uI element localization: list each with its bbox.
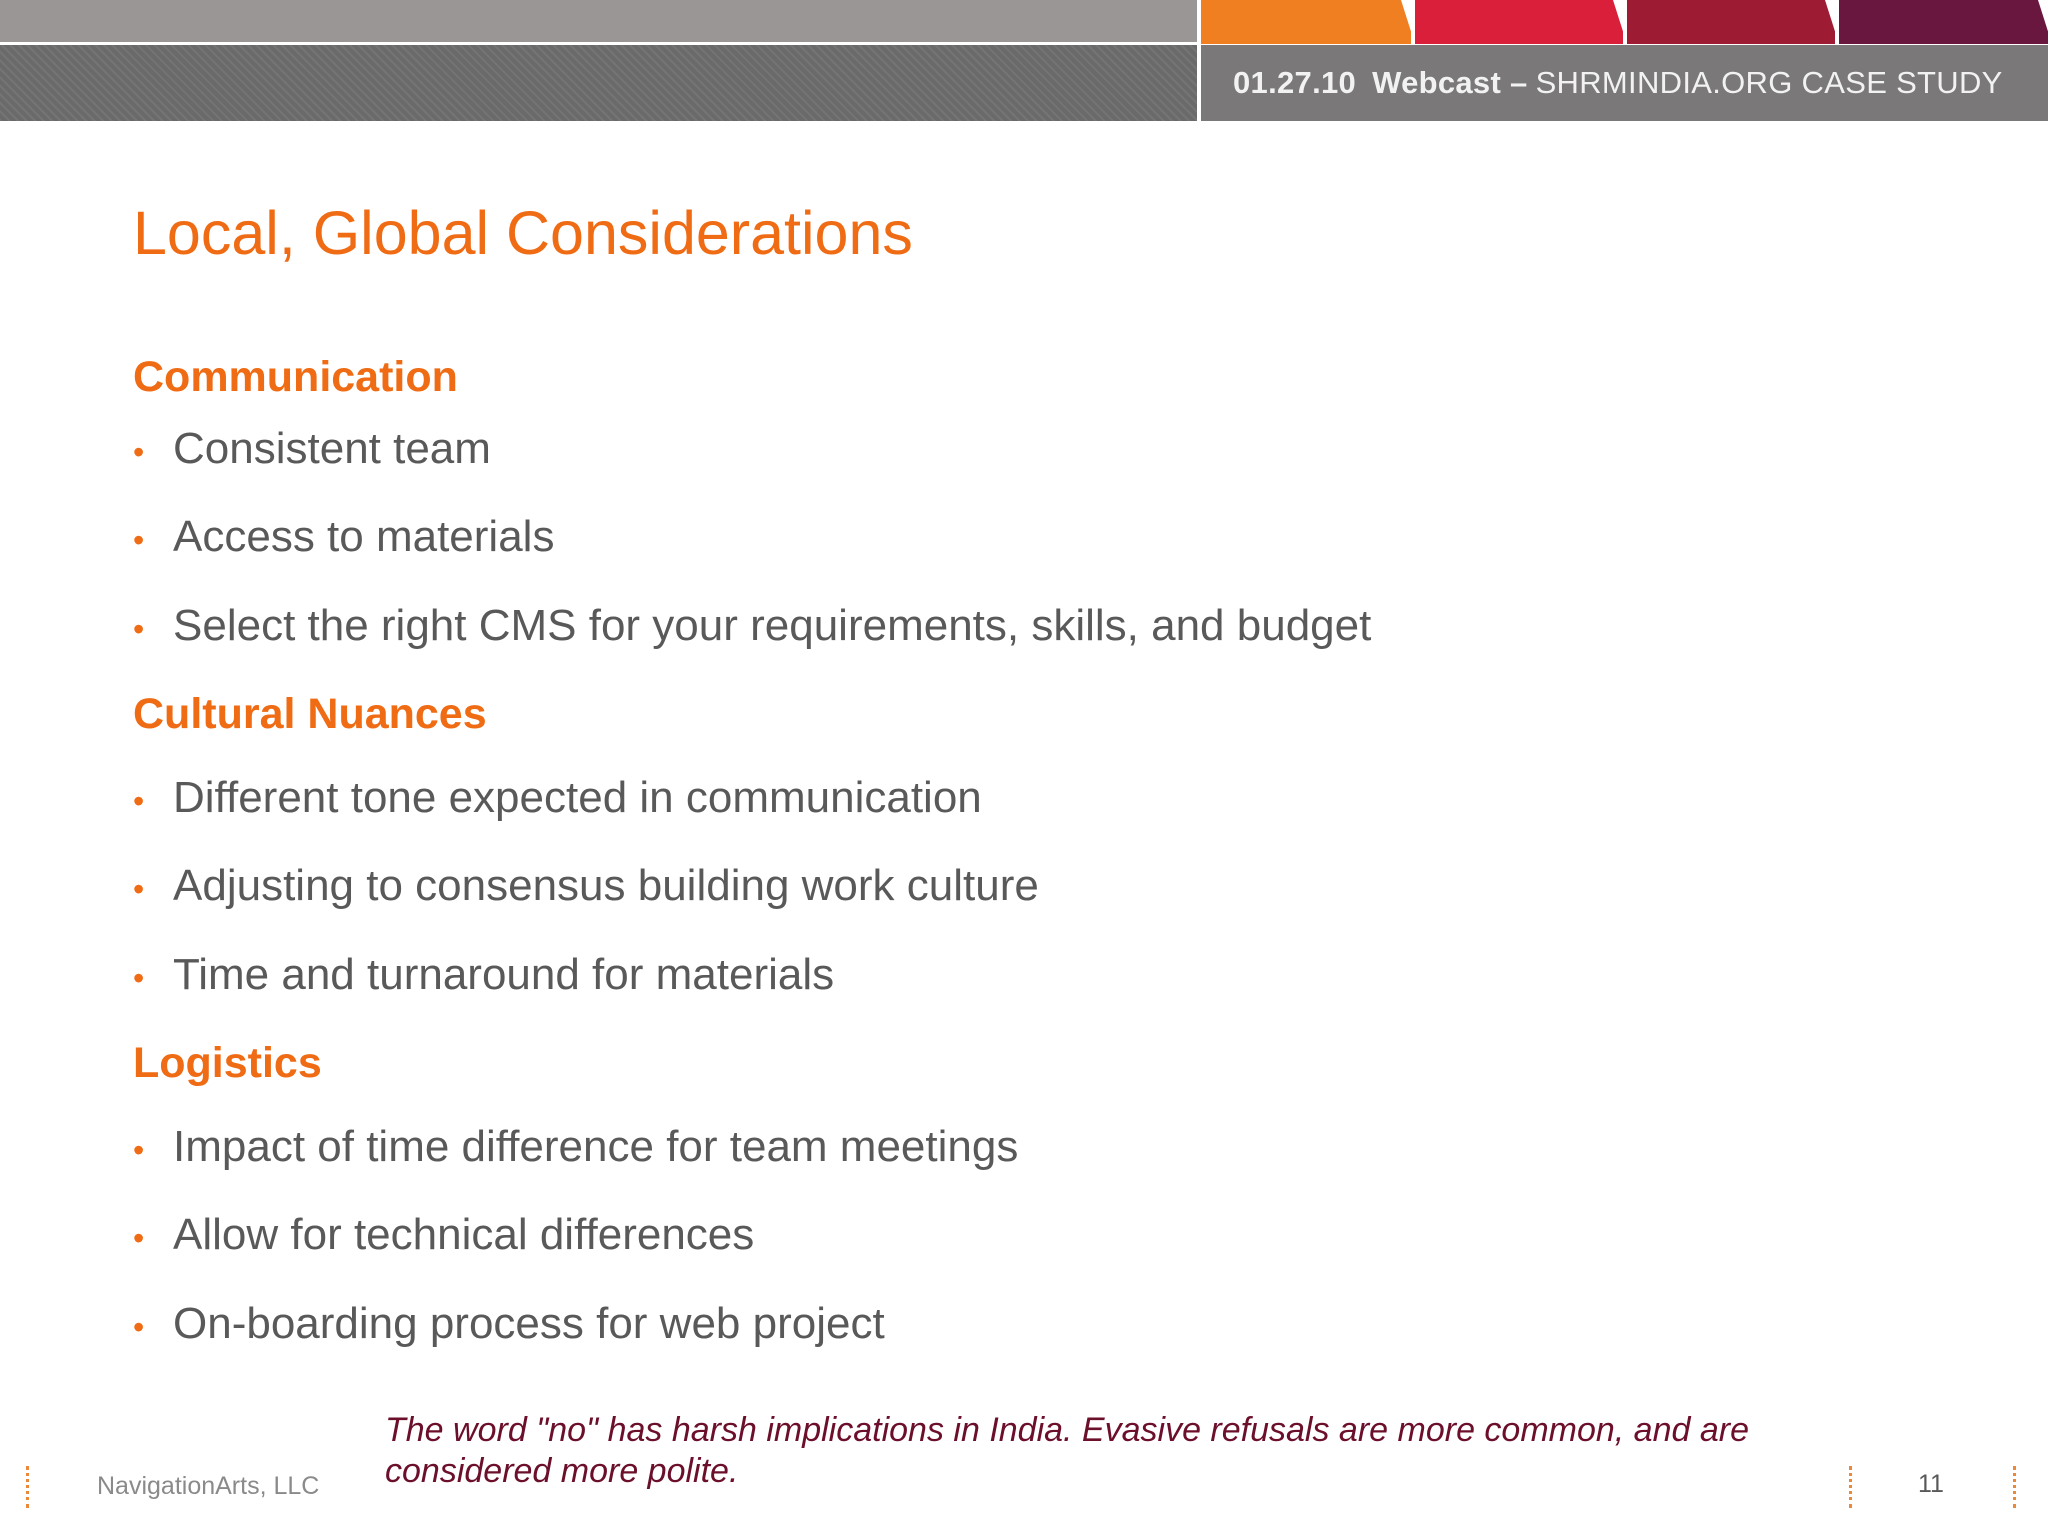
bullet-icon: • [133, 1132, 145, 1168]
bullet-text: Impact of time difference for team meetings [173, 1122, 1019, 1171]
bullet-item [133, 1122, 1018, 1172]
bullet-text: Time and turnaround for materials [173, 950, 835, 999]
bullet-item [133, 424, 491, 474]
bullet-item [133, 773, 982, 823]
bullet-item [133, 512, 554, 562]
bullet-item [133, 950, 834, 1000]
bullet-item [133, 601, 1371, 651]
bullet-text: Select the right CMS for your requirements, skills, and budget [173, 601, 1372, 650]
header-title-box [1201, 45, 2048, 121]
header-date: 01.27.10 [1233, 65, 1357, 100]
header-kind: Webcast – [1372, 65, 1528, 100]
bullet-icon: • [133, 960, 145, 996]
header-color-tab-plum [1839, 0, 2048, 44]
bullet-icon: • [133, 611, 145, 647]
page-number: 11 [1918, 1470, 1944, 1498]
bullet-text: Consistent team [173, 424, 491, 473]
section-heading-communication: Communication [133, 353, 458, 401]
cultural-note: The word "no" has harsh implications in India. Evasive refusals are more common, and are considered more polite. [385, 1411, 1750, 1490]
bullet-text: Access to materials [173, 512, 555, 561]
bullet-text: Different tone expected in communication [173, 773, 982, 822]
bullet-text: Adjusting to consensus building work culture [173, 861, 1039, 910]
bullet-icon: • [133, 1309, 145, 1345]
header-color-tab-red [1415, 0, 1623, 44]
bullet-item [133, 861, 1039, 911]
section-heading-logistics: Logistics [133, 1039, 322, 1087]
bullet-icon: • [133, 1220, 145, 1256]
header-striped-band [0, 45, 1197, 121]
footer-company: NavigationArts, LLC [97, 1472, 320, 1500]
footer-dotted-divider-middle [1849, 1466, 1852, 1508]
footer-dotted-divider-right [2013, 1466, 2016, 1508]
header-color-tab-crimson [1627, 0, 1835, 44]
section-heading-cultural-nuances: Cultural Nuances [133, 690, 487, 738]
header-color-tab-orange [1201, 0, 1411, 44]
footer-dotted-divider-left [26, 1466, 29, 1508]
bullet-icon: • [133, 871, 145, 907]
slide-title: Local, Global Considerations [133, 199, 913, 267]
header-subtitle: SHRMINDIA.ORG CASE STUDY [1535, 65, 2003, 100]
bullet-text: Allow for technical differences [173, 1210, 755, 1259]
bullet-icon: • [133, 434, 145, 470]
header-gray-bar [0, 0, 1197, 42]
bullet-text: On-boarding process for web project [173, 1299, 885, 1348]
bullet-item [133, 1210, 754, 1260]
bullet-icon: • [133, 783, 145, 819]
bullet-icon: • [133, 522, 145, 558]
bullet-item [133, 1299, 885, 1349]
